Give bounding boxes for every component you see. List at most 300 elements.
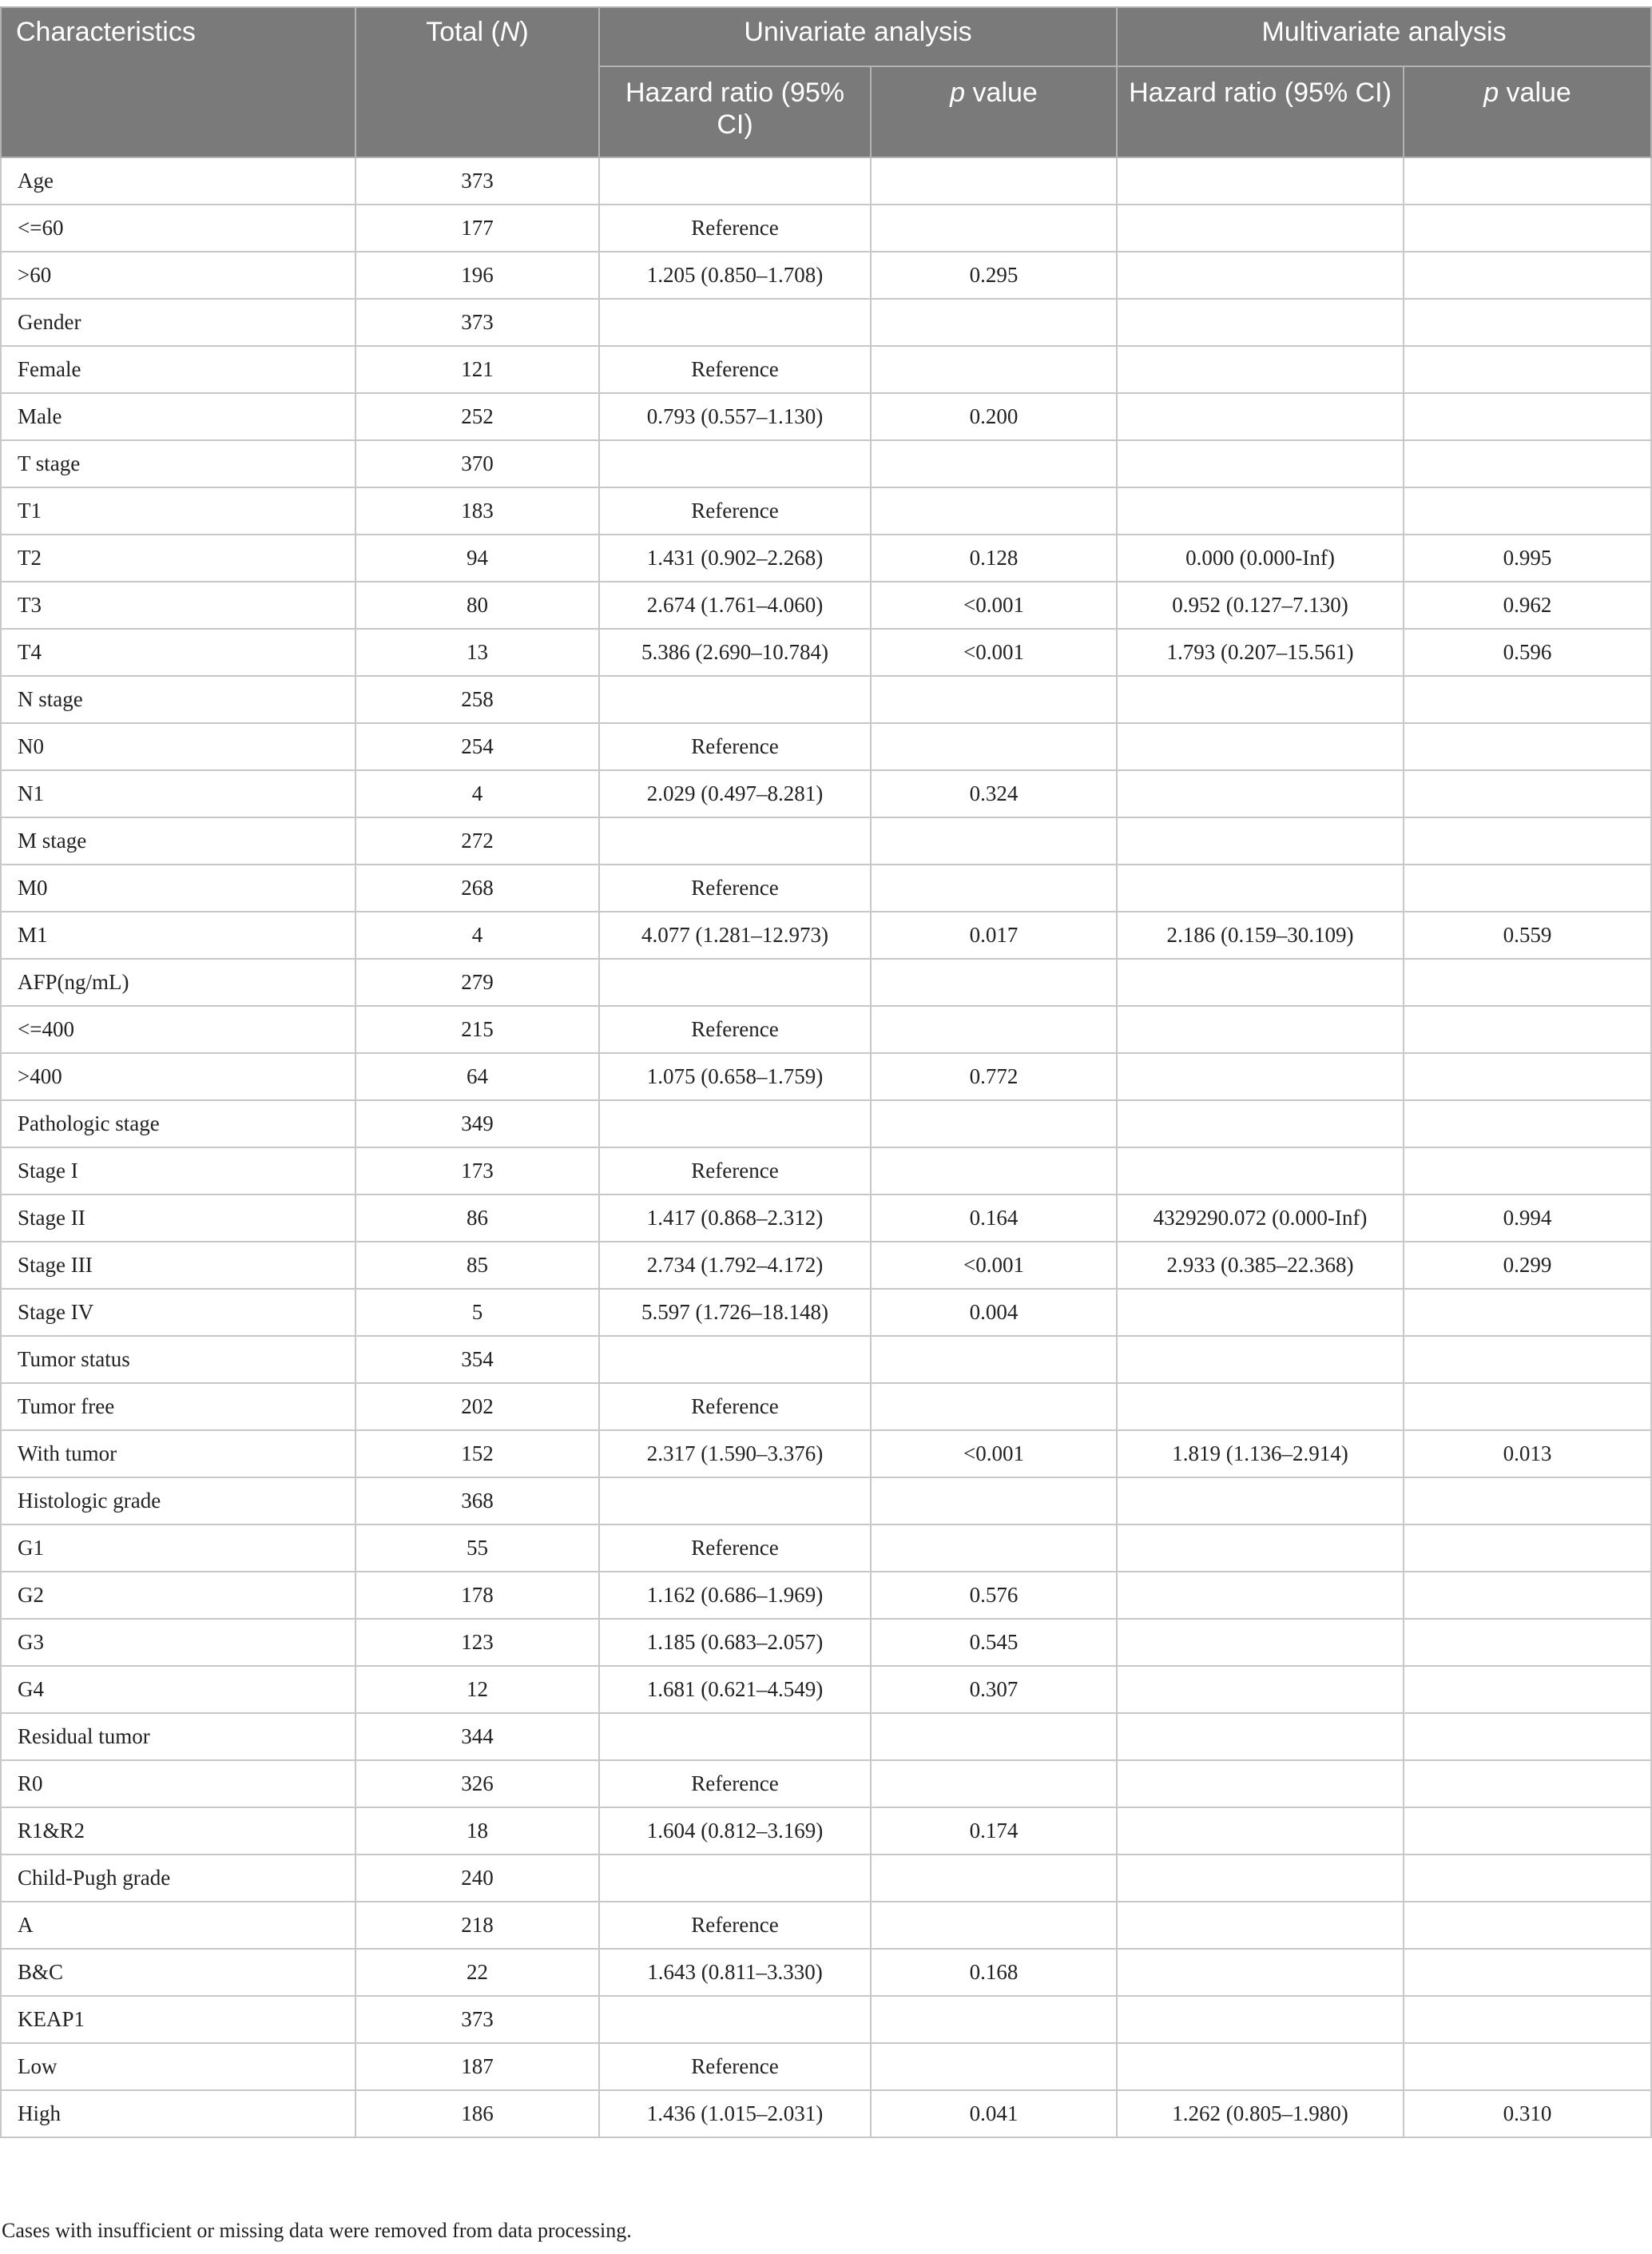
- cell-hazard-ratio-multivariate: [1117, 299, 1404, 346]
- cell-p-value-multivariate: [1404, 1619, 1651, 1666]
- cell-characteristic: T1: [1, 487, 355, 535]
- header-p-value-univariate: p value: [871, 66, 1117, 157]
- cell-hazard-ratio-univariate: [599, 1713, 871, 1760]
- cell-hazard-ratio-univariate: Reference: [599, 2043, 871, 2090]
- cell-p-value-univariate: 0.017: [871, 912, 1117, 959]
- header-hazard-ratio-multivariate: Hazard ratio (95% CI): [1117, 66, 1404, 157]
- cell-total: 196: [355, 252, 599, 299]
- header-multivariate: Multivariate analysis: [1117, 7, 1651, 66]
- cell-total: 22: [355, 1949, 599, 1996]
- cell-total: 258: [355, 676, 599, 723]
- cell-p-value-univariate: [871, 299, 1117, 346]
- cell-p-value-multivariate: [1404, 1713, 1651, 1760]
- cell-total: 64: [355, 1053, 599, 1100]
- cell-hazard-ratio-multivariate: 2.186 (0.159–30.109): [1117, 912, 1404, 959]
- table-row: [1, 1902, 1651, 1949]
- cell-total: 272: [355, 817, 599, 865]
- cell-total: 368: [355, 1477, 599, 1525]
- cell-hazard-ratio-multivariate: [1117, 1666, 1404, 1713]
- table-row: [1, 1807, 1651, 1854]
- cell-hazard-ratio-univariate: [599, 1336, 871, 1383]
- cell-p-value-multivariate: [1404, 1289, 1651, 1336]
- cell-characteristic: R1&R2: [1, 1807, 355, 1854]
- cell-hazard-ratio-multivariate: [1117, 1053, 1404, 1100]
- cell-p-value-univariate: [871, 346, 1117, 393]
- cell-p-value-univariate: [871, 487, 1117, 535]
- header-univariate: Univariate analysis: [599, 7, 1117, 66]
- cell-total: 252: [355, 393, 599, 440]
- cell-p-value-multivariate: [1404, 1525, 1651, 1572]
- cell-characteristic: Age: [1, 157, 355, 205]
- cell-hazard-ratio-multivariate: [1117, 1854, 1404, 1902]
- cell-p-value-multivariate: 0.299: [1404, 1242, 1651, 1289]
- cell-characteristic: G2: [1, 1572, 355, 1619]
- table-row: [1, 1525, 1651, 1572]
- cell-characteristic: Stage IV: [1, 1289, 355, 1336]
- cell-p-value-univariate: [871, 1336, 1117, 1383]
- cell-characteristic: Pathologic stage: [1, 1100, 355, 1147]
- cell-total: 5: [355, 1289, 599, 1336]
- table-row: [1, 723, 1651, 770]
- table-row: [1, 1430, 1651, 1477]
- cell-hazard-ratio-univariate: Reference: [599, 205, 871, 252]
- cell-p-value-univariate: [871, 1100, 1117, 1147]
- cell-hazard-ratio-multivariate: [1117, 959, 1404, 1006]
- cell-characteristic: Histologic grade: [1, 1477, 355, 1525]
- header-characteristics: Characteristics: [1, 7, 355, 157]
- table-row: [1, 817, 1651, 865]
- cell-p-value-univariate: [871, 1147, 1117, 1195]
- table-row: [1, 1053, 1651, 1100]
- cell-hazard-ratio-multivariate: [1117, 346, 1404, 393]
- cell-total: 373: [355, 299, 599, 346]
- cell-total: 177: [355, 205, 599, 252]
- cell-hazard-ratio-multivariate: [1117, 676, 1404, 723]
- cell-total: 94: [355, 535, 599, 582]
- cell-characteristic: M1: [1, 912, 355, 959]
- cell-total: 18: [355, 1807, 599, 1854]
- cell-hazard-ratio-multivariate: [1117, 205, 1404, 252]
- cell-p-value-univariate: [871, 1760, 1117, 1807]
- table-row: [1, 676, 1651, 723]
- table-row: [1, 1477, 1651, 1525]
- table-row: [1, 1147, 1651, 1195]
- cell-p-value-multivariate: [1404, 1902, 1651, 1949]
- cell-p-value-multivariate: [1404, 2043, 1651, 2090]
- cell-characteristic: Male: [1, 393, 355, 440]
- cell-hazard-ratio-univariate: Reference: [599, 1147, 871, 1195]
- cell-hazard-ratio-univariate: Reference: [599, 346, 871, 393]
- cell-characteristic: Tumor status: [1, 1336, 355, 1383]
- cell-p-value-multivariate: [1404, 1477, 1651, 1525]
- cell-p-value-univariate: 0.164: [871, 1195, 1117, 1242]
- cell-hazard-ratio-multivariate: [1117, 1147, 1404, 1195]
- table-row: [1, 1949, 1651, 1996]
- cell-total: 218: [355, 1902, 599, 1949]
- cell-hazard-ratio-univariate: Reference: [599, 1902, 871, 1949]
- table-row: [1, 1336, 1651, 1383]
- cell-p-value-univariate: <0.001: [871, 1242, 1117, 1289]
- table-row: [1, 205, 1651, 252]
- cell-characteristic: G4: [1, 1666, 355, 1713]
- table-row: [1, 1760, 1651, 1807]
- cell-p-value-univariate: [871, 1477, 1117, 1525]
- cell-p-value-univariate: <0.001: [871, 1430, 1117, 1477]
- cell-p-value-univariate: [871, 2043, 1117, 2090]
- cell-p-value-univariate: [871, 440, 1117, 487]
- cell-characteristic: T4: [1, 629, 355, 676]
- cell-p-value-multivariate: 0.994: [1404, 1195, 1651, 1242]
- cell-p-value-multivariate: [1404, 1760, 1651, 1807]
- cell-p-value-multivariate: [1404, 1100, 1651, 1147]
- cell-p-value-multivariate: [1404, 157, 1651, 205]
- cell-total: 4: [355, 770, 599, 817]
- cell-p-value-multivariate: 0.995: [1404, 535, 1651, 582]
- cell-hazard-ratio-multivariate: 2.933 (0.385–22.368): [1117, 1242, 1404, 1289]
- cell-p-value-multivariate: [1404, 1572, 1651, 1619]
- table-row: [1, 865, 1651, 912]
- table-row: [1, 1854, 1651, 1902]
- cell-total: 373: [355, 1996, 599, 2043]
- cell-hazard-ratio-multivariate: [1117, 1949, 1404, 1996]
- table-row: [1, 535, 1651, 582]
- cell-p-value-multivariate: [1404, 817, 1651, 865]
- cell-hazard-ratio-univariate: 1.417 (0.868–2.312): [599, 1195, 871, 1242]
- cell-hazard-ratio-univariate: 1.185 (0.683–2.057): [599, 1619, 871, 1666]
- cell-hazard-ratio-multivariate: [1117, 1525, 1404, 1572]
- cell-characteristic: B&C: [1, 1949, 355, 1996]
- cell-p-value-univariate: [871, 1996, 1117, 2043]
- cell-p-value-univariate: <0.001: [871, 582, 1117, 629]
- table-row: [1, 582, 1651, 629]
- table-row: [1, 440, 1651, 487]
- cell-characteristic: Gender: [1, 299, 355, 346]
- table-row: [1, 1100, 1651, 1147]
- cell-total: 55: [355, 1525, 599, 1572]
- cell-hazard-ratio-univariate: [599, 1100, 871, 1147]
- regression-table: [0, 6, 1652, 2138]
- cell-p-value-univariate: 0.576: [871, 1572, 1117, 1619]
- table-row: [1, 346, 1651, 393]
- cell-hazard-ratio-multivariate: [1117, 1100, 1404, 1147]
- cell-hazard-ratio-univariate: [599, 1477, 871, 1525]
- cell-total: 152: [355, 1430, 599, 1477]
- cell-characteristic: >60: [1, 252, 355, 299]
- cell-p-value-univariate: [871, 1006, 1117, 1053]
- cell-hazard-ratio-univariate: Reference: [599, 487, 871, 535]
- cell-p-value-univariate: [871, 157, 1117, 205]
- cell-p-value-univariate: 0.307: [871, 1666, 1117, 1713]
- cell-p-value-univariate: 0.168: [871, 1949, 1117, 1996]
- cell-p-value-univariate: 0.200: [871, 393, 1117, 440]
- cell-hazard-ratio-univariate: Reference: [599, 723, 871, 770]
- table-row: [1, 252, 1651, 299]
- cell-hazard-ratio-multivariate: [1117, 1760, 1404, 1807]
- cell-hazard-ratio-univariate: 1.436 (1.015–2.031): [599, 2090, 871, 2137]
- cell-characteristic: R0: [1, 1760, 355, 1807]
- cell-p-value-univariate: 0.295: [871, 252, 1117, 299]
- footnote: Cases with insufficient or missing data were removed from data processing.: [2, 2219, 632, 2242]
- table-row: [1, 393, 1651, 440]
- cell-p-value-univariate: [871, 723, 1117, 770]
- cell-hazard-ratio-multivariate: [1117, 1902, 1404, 1949]
- table-body: [1, 157, 1651, 2137]
- cell-p-value-univariate: [871, 205, 1117, 252]
- cell-characteristic: M0: [1, 865, 355, 912]
- cell-p-value-univariate: [871, 1713, 1117, 1760]
- cell-hazard-ratio-multivariate: [1117, 440, 1404, 487]
- table-row: [1, 1006, 1651, 1053]
- table-row: [1, 157, 1651, 205]
- cell-p-value-multivariate: [1404, 299, 1651, 346]
- cell-hazard-ratio-multivariate: [1117, 1383, 1404, 1430]
- table-row: [1, 2043, 1651, 2090]
- header-p-value-multivariate: p value: [1404, 66, 1651, 157]
- cell-hazard-ratio-multivariate: 1.793 (0.207–15.561): [1117, 629, 1404, 676]
- table-row: [1, 487, 1651, 535]
- table-row: [1, 1713, 1651, 1760]
- header-hazard-ratio-univariate: Hazard ratio (95% CI): [599, 66, 871, 157]
- cell-hazard-ratio-multivariate: 0.952 (0.127–7.130): [1117, 582, 1404, 629]
- cell-p-value-multivariate: [1404, 676, 1651, 723]
- cell-total: 240: [355, 1854, 599, 1902]
- cell-total: 344: [355, 1713, 599, 1760]
- cell-p-value-multivariate: [1404, 1807, 1651, 1854]
- cell-p-value-multivariate: 0.310: [1404, 2090, 1651, 2137]
- cell-p-value-multivariate: [1404, 1383, 1651, 1430]
- cell-hazard-ratio-univariate: [599, 676, 871, 723]
- cell-p-value-univariate: 0.772: [871, 1053, 1117, 1100]
- cell-hazard-ratio-univariate: Reference: [599, 1383, 871, 1430]
- cell-hazard-ratio-multivariate: [1117, 252, 1404, 299]
- cell-hazard-ratio-multivariate: [1117, 770, 1404, 817]
- cell-total: 354: [355, 1336, 599, 1383]
- cell-p-value-univariate: [871, 1383, 1117, 1430]
- cell-hazard-ratio-univariate: 2.734 (1.792–4.172): [599, 1242, 871, 1289]
- cell-characteristic: Female: [1, 346, 355, 393]
- cell-p-value-multivariate: [1404, 1996, 1651, 2043]
- cell-p-value-multivariate: [1404, 1949, 1651, 1996]
- cell-p-value-univariate: [871, 817, 1117, 865]
- cell-p-value-univariate: 0.128: [871, 535, 1117, 582]
- cell-hazard-ratio-univariate: 2.674 (1.761–4.060): [599, 582, 871, 629]
- cell-total: 187: [355, 2043, 599, 2090]
- cell-p-value-multivariate: [1404, 959, 1651, 1006]
- cell-total: 86: [355, 1195, 599, 1242]
- cell-hazard-ratio-multivariate: [1117, 1996, 1404, 2043]
- cell-p-value-univariate: 0.174: [871, 1807, 1117, 1854]
- cell-characteristic: T stage: [1, 440, 355, 487]
- cell-p-value-univariate: 0.041: [871, 2090, 1117, 2137]
- cell-characteristic: M stage: [1, 817, 355, 865]
- cell-characteristic: Low: [1, 2043, 355, 2090]
- cell-total: 254: [355, 723, 599, 770]
- cell-hazard-ratio-univariate: 1.681 (0.621–4.549): [599, 1666, 871, 1713]
- cell-characteristic: Residual tumor: [1, 1713, 355, 1760]
- cell-characteristic: T3: [1, 582, 355, 629]
- cell-total: 13: [355, 629, 599, 676]
- cell-total: 80: [355, 582, 599, 629]
- cell-total: 215: [355, 1006, 599, 1053]
- cell-p-value-multivariate: [1404, 1053, 1651, 1100]
- cell-hazard-ratio-univariate: 1.162 (0.686–1.969): [599, 1572, 871, 1619]
- cell-characteristic: Stage II: [1, 1195, 355, 1242]
- cell-p-value-multivariate: [1404, 205, 1651, 252]
- cell-p-value-univariate: [871, 1902, 1117, 1949]
- cell-total: 349: [355, 1100, 599, 1147]
- cell-hazard-ratio-multivariate: [1117, 1572, 1404, 1619]
- cell-p-value-multivariate: 0.596: [1404, 629, 1651, 676]
- cell-p-value-multivariate: [1404, 1336, 1651, 1383]
- cell-hazard-ratio-univariate: Reference: [599, 1760, 871, 1807]
- cell-hazard-ratio-univariate: Reference: [599, 865, 871, 912]
- cell-total: 373: [355, 157, 599, 205]
- cell-characteristic: Stage I: [1, 1147, 355, 1195]
- cell-hazard-ratio-multivariate: [1117, 1006, 1404, 1053]
- cell-characteristic: With tumor: [1, 1430, 355, 1477]
- cell-total: 4: [355, 912, 599, 959]
- cell-characteristic: AFP(ng/mL): [1, 959, 355, 1006]
- cell-p-value-multivariate: [1404, 1006, 1651, 1053]
- cell-hazard-ratio-multivariate: [1117, 1807, 1404, 1854]
- cell-hazard-ratio-univariate: 1.431 (0.902–2.268): [599, 535, 871, 582]
- cell-hazard-ratio-multivariate: [1117, 1619, 1404, 1666]
- cell-hazard-ratio-multivariate: [1117, 1477, 1404, 1525]
- cell-p-value-multivariate: [1404, 440, 1651, 487]
- cell-characteristic: >400: [1, 1053, 355, 1100]
- cell-hazard-ratio-multivariate: [1117, 1713, 1404, 1760]
- cell-p-value-multivariate: [1404, 346, 1651, 393]
- cell-p-value-multivariate: [1404, 865, 1651, 912]
- cell-hazard-ratio-univariate: 1.604 (0.812–3.169): [599, 1807, 871, 1854]
- cell-total: 12: [355, 1666, 599, 1713]
- cell-characteristic: High: [1, 2090, 355, 2137]
- cell-characteristic: N0: [1, 723, 355, 770]
- cell-p-value-multivariate: [1404, 770, 1651, 817]
- cell-total: 268: [355, 865, 599, 912]
- cell-p-value-multivariate: [1404, 393, 1651, 440]
- cell-hazard-ratio-univariate: Reference: [599, 1525, 871, 1572]
- cell-hazard-ratio-univariate: [599, 1996, 871, 2043]
- table-row: [1, 1195, 1651, 1242]
- cell-characteristic: Child-Pugh grade: [1, 1854, 355, 1902]
- cell-p-value-multivariate: [1404, 1147, 1651, 1195]
- cell-characteristic: <=60: [1, 205, 355, 252]
- table-header: [1, 7, 1651, 157]
- cell-hazard-ratio-univariate: 2.317 (1.590–3.376): [599, 1430, 871, 1477]
- cell-hazard-ratio-univariate: [599, 817, 871, 865]
- cell-hazard-ratio-univariate: 5.597 (1.726–18.148): [599, 1289, 871, 1336]
- table-row: [1, 2090, 1651, 2137]
- cell-p-value-univariate: [871, 676, 1117, 723]
- cell-characteristic: Stage III: [1, 1242, 355, 1289]
- cell-p-value-multivariate: 0.559: [1404, 912, 1651, 959]
- table-row: [1, 1619, 1651, 1666]
- cell-total: 186: [355, 2090, 599, 2137]
- cell-hazard-ratio-multivariate: 1.819 (1.136–2.914): [1117, 1430, 1404, 1477]
- cell-hazard-ratio-multivariate: [1117, 393, 1404, 440]
- cell-hazard-ratio-multivariate: [1117, 1336, 1404, 1383]
- table-row: [1, 912, 1651, 959]
- table-row: [1, 959, 1651, 1006]
- cell-total: 178: [355, 1572, 599, 1619]
- cell-p-value-multivariate: [1404, 487, 1651, 535]
- table-row: [1, 1572, 1651, 1619]
- cell-hazard-ratio-univariate: 2.029 (0.497–8.281): [599, 770, 871, 817]
- cell-hazard-ratio-univariate: 5.386 (2.690–10.784): [599, 629, 871, 676]
- table-row: [1, 1383, 1651, 1430]
- cell-hazard-ratio-univariate: [599, 1854, 871, 1902]
- cell-total: 202: [355, 1383, 599, 1430]
- cell-hazard-ratio-multivariate: [1117, 157, 1404, 205]
- cell-total: 279: [355, 959, 599, 1006]
- header-total: Total (N): [355, 7, 599, 157]
- cell-hazard-ratio-univariate: 1.205 (0.850–1.708): [599, 252, 871, 299]
- cell-p-value-multivariate: 0.962: [1404, 582, 1651, 629]
- cell-characteristic: N1: [1, 770, 355, 817]
- cell-hazard-ratio-univariate: [599, 440, 871, 487]
- cell-hazard-ratio-multivariate: [1117, 865, 1404, 912]
- cell-characteristic: G3: [1, 1619, 355, 1666]
- cell-total: 183: [355, 487, 599, 535]
- cell-p-value-multivariate: 0.013: [1404, 1430, 1651, 1477]
- cell-total: 173: [355, 1147, 599, 1195]
- cell-p-value-multivariate: [1404, 1666, 1651, 1713]
- cell-total: 123: [355, 1619, 599, 1666]
- cell-hazard-ratio-univariate: [599, 959, 871, 1006]
- cell-total: 326: [355, 1760, 599, 1807]
- cell-hazard-ratio-univariate: 1.075 (0.658–1.759): [599, 1053, 871, 1100]
- cell-hazard-ratio-multivariate: [1117, 1289, 1404, 1336]
- cell-characteristic: N stage: [1, 676, 355, 723]
- cell-characteristic: <=400: [1, 1006, 355, 1053]
- cell-p-value-multivariate: [1404, 252, 1651, 299]
- cell-hazard-ratio-univariate: 1.643 (0.811–3.330): [599, 1949, 871, 1996]
- cell-characteristic: T2: [1, 535, 355, 582]
- table-row: [1, 1242, 1651, 1289]
- cell-p-value-univariate: [871, 1525, 1117, 1572]
- cell-characteristic: A: [1, 1902, 355, 1949]
- cell-hazard-ratio-multivariate: 0.000 (0.000-Inf): [1117, 535, 1404, 582]
- cell-p-value-multivariate: [1404, 723, 1651, 770]
- cell-hazard-ratio-multivariate: 1.262 (0.805–1.980): [1117, 2090, 1404, 2137]
- cell-hazard-ratio-multivariate: [1117, 487, 1404, 535]
- table-row: [1, 1289, 1651, 1336]
- cell-p-value-univariate: 0.324: [871, 770, 1117, 817]
- cell-hazard-ratio-multivariate: [1117, 2043, 1404, 2090]
- cell-p-value-univariate: [871, 1854, 1117, 1902]
- cell-total: 370: [355, 440, 599, 487]
- table-row: [1, 299, 1651, 346]
- cell-hazard-ratio-univariate: 0.793 (0.557–1.130): [599, 393, 871, 440]
- table-row: [1, 629, 1651, 676]
- cell-p-value-univariate: [871, 865, 1117, 912]
- cell-p-value-univariate: 0.545: [871, 1619, 1117, 1666]
- table-row: [1, 1666, 1651, 1713]
- cell-p-value-univariate: <0.001: [871, 629, 1117, 676]
- cell-characteristic: G1: [1, 1525, 355, 1572]
- cell-hazard-ratio-univariate: [599, 299, 871, 346]
- cell-hazard-ratio-multivariate: [1117, 723, 1404, 770]
- cell-hazard-ratio-univariate: 4.077 (1.281–12.973): [599, 912, 871, 959]
- cell-hazard-ratio-multivariate: [1117, 817, 1404, 865]
- cell-characteristic: Tumor free: [1, 1383, 355, 1430]
- cell-hazard-ratio-multivariate: 4329290.072 (0.000-Inf): [1117, 1195, 1404, 1242]
- cell-characteristic: KEAP1: [1, 1996, 355, 2043]
- table-row: [1, 770, 1651, 817]
- cell-total: 85: [355, 1242, 599, 1289]
- cell-hazard-ratio-univariate: Reference: [599, 1006, 871, 1053]
